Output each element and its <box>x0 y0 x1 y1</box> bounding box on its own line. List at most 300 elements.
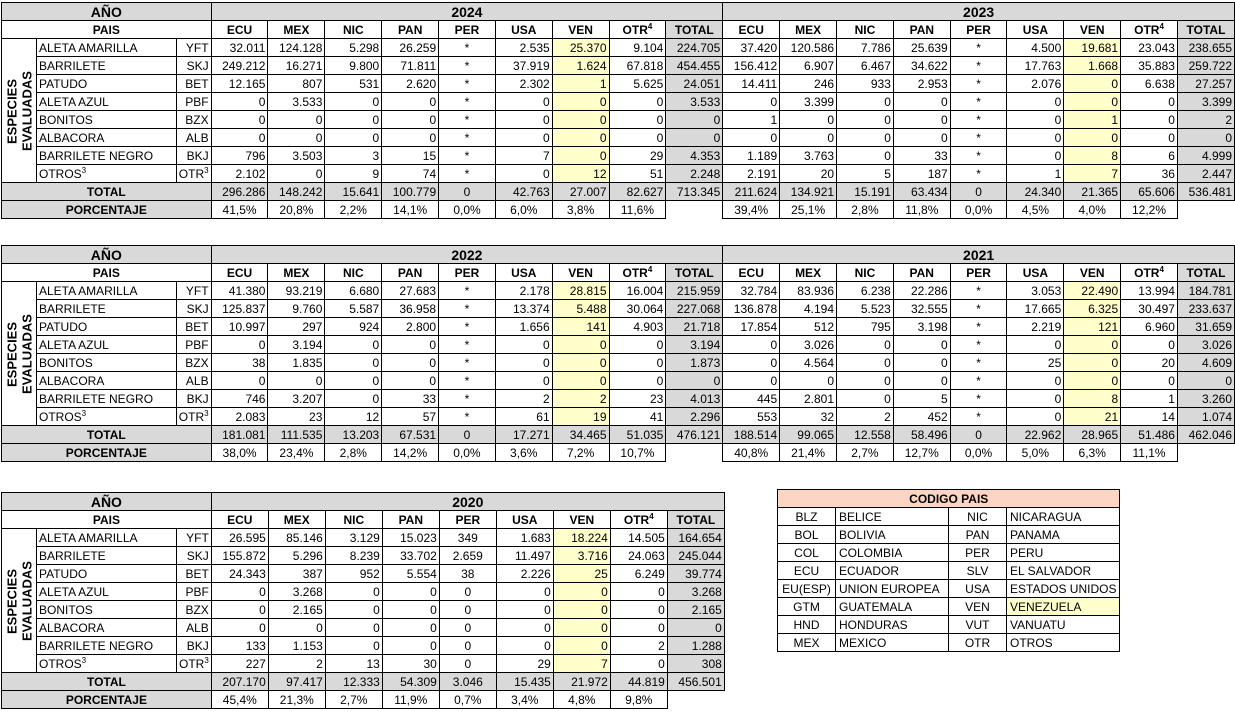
row-total-cell: 21.718 <box>666 318 723 336</box>
catch-value-cell: 24.343 <box>211 565 268 583</box>
catch-value-cell: 0 <box>609 372 666 390</box>
country-name: VENEZUELA <box>1007 598 1120 616</box>
catch-value-cell: * <box>439 372 496 390</box>
row-total-cell: 3.399 <box>1177 93 1234 111</box>
catch-value-cell: * <box>439 111 496 129</box>
catch-value-cell: * <box>439 282 496 300</box>
row-total-cell: 0 <box>666 129 723 147</box>
country-code-header: VEN <box>1064 264 1121 282</box>
country-code-header: PAN <box>382 21 439 39</box>
row-total-cell: 259.722 <box>1177 57 1234 75</box>
catch-value-cell: 3.716 <box>553 547 610 565</box>
country-name: BOLIVIA <box>836 526 949 544</box>
catch-value-cell: 20 <box>1121 354 1178 372</box>
catch-value-cell: 0 <box>382 129 439 147</box>
catch-value-cell: 0 <box>495 372 552 390</box>
catch-value-cell: 0 <box>1007 93 1064 111</box>
total-value-cell: 15.435 <box>496 673 553 691</box>
total-value-cell: 462.046 <box>1177 426 1234 444</box>
country-code-header: MEX <box>268 264 325 282</box>
catch-value-cell: 27.683 <box>382 282 439 300</box>
catch-value-cell: * <box>950 336 1007 354</box>
species-code: BZX <box>177 601 212 619</box>
catch-value-cell: 0 <box>268 111 325 129</box>
pais-label: PAIS <box>2 511 212 529</box>
catch-value-cell: 1 <box>723 111 780 129</box>
catch-value-cell: 3.207 <box>268 390 325 408</box>
porcentaje-label: PORCENTAJE <box>2 444 212 462</box>
catch-value-cell: 33.702 <box>382 547 439 565</box>
catch-value-cell: 0 <box>496 583 553 601</box>
table-row <box>2 39 1235 57</box>
catch-value-cell: 8.239 <box>325 547 382 565</box>
year-label: 2023 <box>723 3 1235 21</box>
catch-value-cell: 0 <box>553 637 610 655</box>
country-code-header: OTR$^4$ <box>1121 21 1178 39</box>
total-value-cell: 181.081 <box>211 426 268 444</box>
percentage-cell: 21,3% <box>268 691 325 709</box>
catch-value-cell: 0 <box>723 336 780 354</box>
country-code: ECU <box>778 562 836 580</box>
catch-value-cell: 0 <box>382 111 439 129</box>
table-row <box>2 619 725 637</box>
table-row <box>778 580 1120 598</box>
catch-value-cell: 1.624 <box>552 57 609 75</box>
catch-value-cell: 0 <box>552 147 609 165</box>
catch-value-cell: 3 <box>325 147 382 165</box>
country-code: HND <box>778 616 836 634</box>
catch-value-cell: 0 <box>325 129 382 147</box>
catch-value-cell: 0 <box>211 336 268 354</box>
catch-value-cell: 11.497 <box>496 547 553 565</box>
species-code: YFT <box>177 529 212 547</box>
total-value-cell: 713.345 <box>666 183 723 201</box>
total-value-cell: 24.340 <box>1007 183 1064 201</box>
country-name: UNION EUROPEA <box>836 580 949 598</box>
table-row <box>778 616 1120 634</box>
catch-value-cell: 28.815 <box>552 282 609 300</box>
catch-value-cell: 349 <box>439 529 496 547</box>
catch-value-cell: 0 <box>609 93 666 111</box>
percentage-row <box>2 444 1235 462</box>
country-code-header: MEX <box>780 264 837 282</box>
catch-value-cell: 0 <box>211 372 268 390</box>
catch-value-cell: * <box>950 93 1007 111</box>
catch-value-cell: 0 <box>495 111 552 129</box>
percentage-cell: 6,3% <box>1064 444 1121 462</box>
percentage-cell: 2,7% <box>837 444 894 462</box>
catch-value-cell: 7.786 <box>837 39 894 57</box>
country-code-header: ECU <box>211 511 268 529</box>
country-code-header: OTR$^4$ <box>610 511 667 529</box>
catch-value-cell: 15 <box>382 147 439 165</box>
catch-value-cell: 249.212 <box>211 57 268 75</box>
catch-value-cell: 0 <box>552 129 609 147</box>
species-name: ALBACORA <box>37 619 177 637</box>
catch-value-cell: 1 <box>1007 165 1064 183</box>
total-value-cell: 21.365 <box>1064 183 1121 201</box>
catch-value-cell: 807 <box>268 75 325 93</box>
species-code: BET <box>176 75 211 93</box>
porcentaje-label: PORCENTAJE <box>2 201 212 219</box>
table-row <box>2 583 725 601</box>
species-name: BARRILETE <box>37 300 177 318</box>
catch-value-cell: 0 <box>837 93 894 111</box>
country-header-row <box>2 264 1235 282</box>
catch-value-cell: 33 <box>382 390 439 408</box>
catch-value-cell: 38 <box>211 354 268 372</box>
table-row <box>2 408 1235 426</box>
catch-value-cell: 2 <box>552 390 609 408</box>
catch-value-cell: 0 <box>837 147 894 165</box>
catch-value-cell: * <box>950 318 1007 336</box>
catch-value-cell: 0 <box>837 390 894 408</box>
country-code-header: USA <box>1007 21 1064 39</box>
catch-value-cell: * <box>950 129 1007 147</box>
catch-value-cell: 23 <box>268 408 325 426</box>
species-name: BONITOS <box>37 601 177 619</box>
catch-value-cell: 0 <box>211 129 268 147</box>
species-name: PATUDO <box>37 565 177 583</box>
country-code-header: ECU <box>211 21 268 39</box>
species-name: ALETA AMARILLA <box>37 282 177 300</box>
anio-label: AÑO <box>2 246 212 264</box>
country-code-header: PAN <box>893 264 950 282</box>
catch-value-cell: 0 <box>1121 372 1178 390</box>
percentage-cell: 5,0% <box>1007 444 1064 462</box>
catch-table-block <box>1 245 1235 462</box>
empty-cell <box>666 201 723 219</box>
table-row <box>2 354 1235 372</box>
country-code-header: VEN <box>552 264 609 282</box>
catch-value-cell: 6 <box>1121 147 1178 165</box>
catch-value-cell: * <box>439 129 496 147</box>
table-row <box>2 57 1235 75</box>
species-code: ALB <box>177 619 212 637</box>
species-code: YFT <box>176 39 211 57</box>
catch-value-cell: 0 <box>553 583 610 601</box>
catch-value-cell: 36.958 <box>382 300 439 318</box>
catch-value-cell: 0 <box>552 336 609 354</box>
catch-value-cell: 17.763 <box>1007 57 1064 75</box>
table-row <box>2 547 725 565</box>
catch-value-cell: 0 <box>1064 354 1121 372</box>
table-row <box>2 637 725 655</box>
catch-value-cell: 2 <box>837 408 894 426</box>
catch-value-cell: 34.622 <box>893 57 950 75</box>
catch-value-cell: 0 <box>325 619 382 637</box>
catch-value-cell: 156.412 <box>723 57 780 75</box>
country-code: VEN <box>949 598 1007 616</box>
catch-value-cell: 0 <box>893 372 950 390</box>
catch-table-block <box>1 492 725 709</box>
catch-value-cell: 6.467 <box>837 57 894 75</box>
footnote-mark: 3 <box>204 165 209 175</box>
species-name: BARRILETE NEGRO <box>37 637 177 655</box>
pais-label: PAIS <box>2 264 212 282</box>
country-code-header: PER <box>950 264 1007 282</box>
year-header-row <box>2 3 1235 21</box>
percentage-cell: 11,9% <box>382 691 439 709</box>
empty-cell <box>667 691 724 709</box>
row-total-cell: 3.533 <box>666 93 723 111</box>
row-total-cell: 2 <box>1177 111 1234 129</box>
catch-value-cell: 5.554 <box>382 565 439 583</box>
year-header-row <box>2 246 1235 264</box>
catch-value-cell: 38 <box>439 565 496 583</box>
species-name: OTROS$^3$ <box>37 408 177 426</box>
country-code: COL <box>778 544 836 562</box>
country-code: BLZ <box>778 508 836 526</box>
catch-value-cell: 25 <box>1007 354 1064 372</box>
row-total-cell: 2.447 <box>1177 165 1234 183</box>
row-total-cell: 1.873 <box>666 354 723 372</box>
species-code: BZX <box>176 354 211 372</box>
catch-value-cell: 0 <box>325 111 382 129</box>
row-total-cell: 0 <box>666 372 723 390</box>
catch-value-cell: 7 <box>495 147 552 165</box>
catch-value-cell: * <box>439 57 496 75</box>
catch-value-cell: 553 <box>723 408 780 426</box>
catch-value-cell: 9.800 <box>325 57 382 75</box>
country-code-header: VEN <box>552 21 609 39</box>
catch-value-cell: 933 <box>837 75 894 93</box>
country-code-header: PER <box>439 264 496 282</box>
species-name: ALETA AMARILLA <box>37 529 177 547</box>
species-name: BONITOS <box>37 111 177 129</box>
species-code: OTR$^3$ <box>176 408 211 426</box>
percentage-cell: 12,2% <box>1121 201 1178 219</box>
total-value-cell: 15.191 <box>837 183 894 201</box>
catch-value-cell: 0 <box>325 583 382 601</box>
catch-value-cell: 3.399 <box>780 93 837 111</box>
table-row <box>2 336 1235 354</box>
catch-value-cell: 0 <box>837 111 894 129</box>
catch-value-cell: 18.224 <box>553 529 610 547</box>
catch-value-cell: 9.760 <box>268 300 325 318</box>
catch-value-cell: 7 <box>553 655 610 673</box>
catch-value-cell: 5 <box>837 165 894 183</box>
row-total-cell: 164.654 <box>667 529 724 547</box>
catch-value-cell: 7 <box>1064 165 1121 183</box>
catch-value-cell: 1.153 <box>268 637 325 655</box>
catch-value-cell: 0 <box>780 111 837 129</box>
catch-value-cell: 141 <box>552 318 609 336</box>
catch-value-cell: 0 <box>382 619 439 637</box>
catch-value-cell: 0 <box>211 583 268 601</box>
catch-value-cell: 0 <box>893 111 950 129</box>
catch-value-cell: 12.165 <box>211 75 268 93</box>
catch-value-cell: 1.683 <box>496 529 553 547</box>
catch-value-cell: 15.023 <box>382 529 439 547</box>
catch-value-cell: 5.488 <box>552 300 609 318</box>
catch-value-cell: 796 <box>211 147 268 165</box>
catch-value-cell: 5 <box>893 390 950 408</box>
catch-value-cell: 0 <box>325 93 382 111</box>
catch-value-cell: * <box>950 372 1007 390</box>
percentage-cell: 3,8% <box>552 201 609 219</box>
table-row <box>778 544 1120 562</box>
year-label: 2020 <box>211 493 724 511</box>
percentage-cell: 4,5% <box>1007 201 1064 219</box>
catch-value-cell: * <box>439 354 496 372</box>
catch-value-cell: 32 <box>780 408 837 426</box>
table-row <box>2 372 1235 390</box>
country-code-header: PAN <box>382 511 439 529</box>
catch-value-cell: 2 <box>268 655 325 673</box>
catch-value-cell: 2.620 <box>382 75 439 93</box>
catch-value-cell: 795 <box>837 318 894 336</box>
catch-value-cell: 6.249 <box>610 565 667 583</box>
species-code: PBF <box>177 583 212 601</box>
catch-value-cell: 6.960 <box>1121 318 1178 336</box>
species-name: ALETA AMARILLA <box>37 39 177 57</box>
catch-value-cell: 0 <box>1121 111 1178 129</box>
country-code: BOL <box>778 526 836 544</box>
catch-value-cell: 3.763 <box>780 147 837 165</box>
pais-label: PAIS <box>2 21 212 39</box>
table-row <box>2 601 725 619</box>
species-code: BET <box>177 565 212 583</box>
row-total-cell: 27.257 <box>1177 75 1234 93</box>
catch-value-cell: 2.076 <box>1007 75 1064 93</box>
percentage-cell: 2,8% <box>325 444 382 462</box>
catch-value-cell: * <box>950 282 1007 300</box>
percentage-cell: 20,8% <box>268 201 325 219</box>
species-code: BET <box>176 318 211 336</box>
total-value-cell: 51.486 <box>1121 426 1178 444</box>
catch-value-cell: 1.835 <box>268 354 325 372</box>
percentage-cell: 40,8% <box>723 444 780 462</box>
total-value-cell: 0 <box>439 426 496 444</box>
country-code-header: NIC <box>837 264 894 282</box>
catch-value-cell: 0 <box>723 93 780 111</box>
especies-evaluadas-label: ESPECIES EVALUADAS <box>2 39 37 183</box>
empty-cell <box>1177 444 1234 462</box>
percentage-row <box>2 201 1235 219</box>
catch-value-cell: 0 <box>609 129 666 147</box>
especies-evaluadas-label: ESPECIES EVALUADAS <box>2 529 37 673</box>
catch-value-cell: 1 <box>1064 111 1121 129</box>
catch-value-cell: 0 <box>325 637 382 655</box>
row-total-cell: 184.781 <box>1177 282 1234 300</box>
catch-value-cell: 0 <box>610 619 667 637</box>
total-header: TOTAL <box>666 21 723 39</box>
species-name: ALETA AZUL <box>37 336 177 354</box>
row-total-cell: 0 <box>667 619 724 637</box>
country-code-header: OTR$^4$ <box>609 21 666 39</box>
catch-value-cell: 0 <box>610 583 667 601</box>
country-code-header: NIC <box>325 511 382 529</box>
catch-value-cell: 0 <box>268 372 325 390</box>
table-row <box>2 129 1235 147</box>
catch-value-cell: 16.271 <box>268 57 325 75</box>
percentage-cell: 12,7% <box>893 444 950 462</box>
catch-value-cell: * <box>950 57 1007 75</box>
country-name: MEXICO <box>836 634 949 652</box>
species-code: BKJ <box>176 390 211 408</box>
catch-value-cell: 51 <box>609 165 666 183</box>
catch-value-cell: 33 <box>893 147 950 165</box>
country-code-header: NIC <box>325 21 382 39</box>
row-total-cell: 3.026 <box>1177 336 1234 354</box>
percentage-cell: 4,8% <box>553 691 610 709</box>
species-name: ALBACORA <box>37 372 177 390</box>
catch-value-cell: 14.505 <box>610 529 667 547</box>
total-row <box>2 426 1235 444</box>
total-value-cell: 0 <box>950 426 1007 444</box>
country-code-header: ECU <box>723 264 780 282</box>
catch-value-cell: 0 <box>609 336 666 354</box>
catch-value-cell: 3.129 <box>325 529 382 547</box>
catch-value-cell: 0 <box>382 583 439 601</box>
catch-value-cell: 21 <box>1064 408 1121 426</box>
percentage-cell: 9,8% <box>610 691 667 709</box>
catch-value-cell: 2.165 <box>268 601 325 619</box>
percentage-cell: 0,0% <box>950 444 1007 462</box>
table-row <box>2 318 1235 336</box>
catch-value-cell: * <box>439 390 496 408</box>
row-total-cell: 4.013 <box>666 390 723 408</box>
row-total-cell: 3.194 <box>666 336 723 354</box>
percentage-cell: 0,0% <box>439 444 496 462</box>
catch-value-cell: 2 <box>495 390 552 408</box>
catch-value-cell: 0 <box>496 637 553 655</box>
catch-value-cell: 24.063 <box>610 547 667 565</box>
catch-value-cell: 452 <box>893 408 950 426</box>
percentage-cell: 11,8% <box>893 201 950 219</box>
total-row <box>2 183 1235 201</box>
catch-value-cell: 0 <box>893 354 950 372</box>
catch-value-cell: 37.420 <box>723 39 780 57</box>
catch-value-cell: 30.064 <box>609 300 666 318</box>
footnote-mark: 4 <box>1159 264 1164 274</box>
catch-value-cell: * <box>439 318 496 336</box>
row-total-cell: 0 <box>1177 372 1234 390</box>
country-code-header: USA <box>495 21 552 39</box>
percentage-cell: 0,0% <box>950 201 1007 219</box>
catch-value-cell: 13 <box>325 655 382 673</box>
catch-value-cell: 0 <box>325 372 382 390</box>
species-code: SKJ <box>176 300 211 318</box>
percentage-cell: 2,2% <box>325 201 382 219</box>
row-total-cell: 3.260 <box>1177 390 1234 408</box>
catch-value-cell: 5.587 <box>325 300 382 318</box>
catch-value-cell: 0 <box>439 601 496 619</box>
catch-value-cell: 2.535 <box>495 39 552 57</box>
catch-value-cell: 4.500 <box>1007 39 1064 57</box>
catch-value-cell: 0 <box>780 129 837 147</box>
total-value-cell: 17.271 <box>495 426 552 444</box>
catch-value-cell: 0 <box>609 111 666 129</box>
total-value-cell: 12.333 <box>325 673 382 691</box>
table-row <box>2 147 1235 165</box>
catch-value-cell: 37.919 <box>495 57 552 75</box>
catch-value-cell: 20 <box>780 165 837 183</box>
country-code-header: MEX <box>780 21 837 39</box>
percentage-cell: 25,1% <box>780 201 837 219</box>
country-code-header: NIC <box>837 21 894 39</box>
empty-cell <box>1177 201 1234 219</box>
catch-value-cell: 0 <box>496 619 553 637</box>
porcentaje-label: PORCENTAJE <box>2 691 212 709</box>
catch-value-cell: * <box>950 390 1007 408</box>
catch-value-cell: 12 <box>325 408 382 426</box>
anio-label: AÑO <box>2 3 212 21</box>
catch-value-cell: 30.497 <box>1121 300 1178 318</box>
table-row <box>2 565 725 583</box>
catch-value-cell: 445 <box>723 390 780 408</box>
